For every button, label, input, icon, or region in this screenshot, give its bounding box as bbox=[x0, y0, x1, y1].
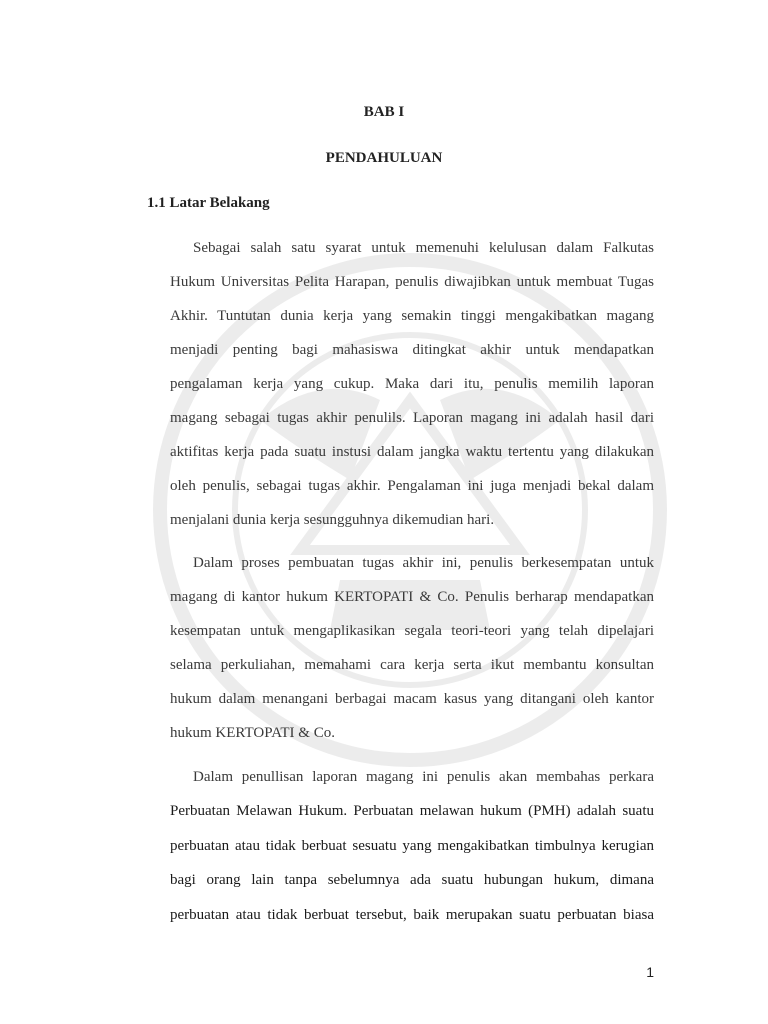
page-number: 1 bbox=[646, 964, 654, 980]
paragraph-line: menjadi penting bagi mahasiswa ditingkat akhir untuk mendapatkan bbox=[170, 342, 654, 358]
paragraph-line: Hukum Universitas Pelita Harapan, penulis diwajibkan untuk membuat Tugas bbox=[170, 274, 654, 290]
paragraph-line: pengalaman kerja yang cukup. Maka dari itu, penulis memilih laporan bbox=[170, 376, 654, 392]
paragraph-line: bagi orang lain tanpa sebelumnya ada suatu hubungan hukum, dimana bbox=[170, 872, 654, 888]
paragraph-line: hukum KERTOPATI & Co. bbox=[170, 725, 335, 741]
section-title: 1.1 Latar Belakang bbox=[147, 195, 270, 211]
paragraph-line: magang sebagai tugas akhir penulils. Laporan magang ini adalah hasil dari bbox=[170, 410, 654, 426]
paragraph-line: aktifitas kerja pada suatu instusi dalam jangka waktu tertentu yang dilakukan bbox=[170, 444, 654, 460]
paragraph-line: Perbuatan Melawan Hukum. Perbuatan melawan hukum (PMH) adalah suatu bbox=[170, 803, 654, 819]
paragraph-line: perbuatan atau tidak berbuat tersebut, baik merupakan suatu perbuatan biasa bbox=[170, 907, 654, 923]
paragraph-line: magang di kantor hukum KERTOPATI & Co. Penulis berharap mendapatkan bbox=[170, 589, 654, 605]
chapter-number: BAB I bbox=[363, 104, 405, 120]
chapter-title: PENDAHULUAN bbox=[325, 150, 443, 166]
paragraph-line: menjalani dunia kerja sesungguhnya dikemudian hari. bbox=[170, 512, 495, 528]
paragraph-line: hukum dalam menangani berbagai macam kasus yang ditangani oleh kantor bbox=[170, 691, 654, 707]
paragraph-line: perbuatan atau tidak berbuat sesuatu yang mengakibatkan timbulnya kerugian bbox=[170, 838, 654, 854]
paragraph-line: Dalam penullisan laporan magang ini penulis akan membahas perkara bbox=[193, 769, 654, 785]
paragraph-line: kesempatan untuk mengaplikasikan segala teori-teori yang telah dipelajari bbox=[170, 623, 654, 639]
paragraph-line: Sebagai salah satu syarat untuk memenuhi kelulusan dalam Falkutas bbox=[193, 240, 654, 256]
paragraph-line: selama perkuliahan, memahami cara kerja serta ikut membantu konsultan bbox=[170, 657, 654, 673]
paragraph-line: oleh penulis, sebagai tugas akhir. Pengalaman ini juga menjadi bekal dalam bbox=[170, 478, 654, 494]
paragraph-line: Akhir. Tuntutan dunia kerja yang semakin tinggi mengakibatkan magang bbox=[170, 308, 654, 324]
paragraph-line: Dalam proses pembuatan tugas akhir ini, penulis berkesempatan untuk bbox=[193, 555, 654, 571]
